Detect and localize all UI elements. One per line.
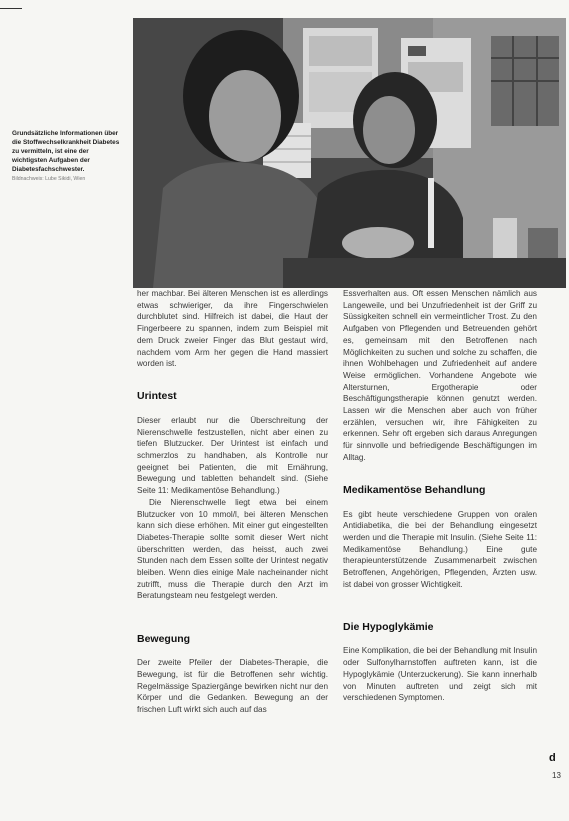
paragraph: Es gibt heute verschiedene Gruppen von oralen Antidiabetika, die bei der Behandlung eingesetzt werden und die Therapie mit Insulin. (Siehe Seite 11: Medikamentöse Behandlung.) Eine gute therapieunterstützende Zusammenarbeit zwischen Betroffenen, Angehörigen, Pflegenden, Ärzten usw. ist dabei von grosser Wichtigkeit.	[343, 509, 537, 589]
section-letter: d	[549, 752, 556, 764]
photo-caption	[12, 130, 120, 183]
paragraph: Dieser erlaubt nur die Überschreitung der Nierenschwelle festzustellen, nicht aber einen zu tiefen Blutzucker. Der Urintest ist einfach und schmerzlos zu handhaben, als Kontrolle nur geeignet bei Patienten, die mit Ernährung, Bewegung und tabletten behandelt sind. (Siehe Seite 11: Medikamentöse Behandlung.)	[137, 415, 328, 496]
left-column	[137, 288, 328, 716]
right-column	[343, 288, 537, 704]
heading-bewegung: Bewegung	[137, 633, 191, 646]
photo-nurse-consultation	[133, 18, 566, 288]
paragraph: her machbar. Bei älteren Menschen ist es allerdings etwas schwieriger, da ihre Fingerschwielen durchblutet sind. Hilfreich ist dabei, die Haut der Fingerbeere zu spannen, indem zum Beispiel mit dem Druck zweier Finger das Blut gestaut wird, nachdem vom Arm her gegen die Hand massiert worden ist.	[137, 289, 328, 369]
paragraph: Eine Komplikation, die bei der Behandlung mit Insulin oder Sulfonylharnstoffen auftreten kann, ist die Hypoglykämie (Unterzuckerung). Sie kann innerhalb von Minuten auftreten und zeigt sich mit verschiedenen Symptomen.	[343, 646, 537, 703]
paragraph: Der zweite Pfeiler der Diabetes-Therapie, die Bewegung, ist für die Betroffenen sehr wichtig. Regelmässige Spaziergänge bewirken nicht nur den Körper und die Gedanken. Bewegung an der frischen Luft wirkt sich auch auf das	[137, 658, 328, 714]
heading-medikamentoese-behandlung: Medikamentöse Behandlung	[343, 483, 486, 496]
caption-text: Grundsätzliche Informationen über die Stoffwechselkrankheit Diabetes zu vermitteln, ist eine der wichtigsten Aufgaben der Diabetesfachschwester.	[12, 130, 120, 173]
paragraph: Die Nierenschwelle liegt etwa bei einem Blutzucker von 10 mmol/l, bei älteren Menschen kann sich diese erhöhen. Mit einer gut eingestellten Diabetes-Therapie sollte somit dieser Wert nicht überschritten werden, das heisst, auch zwei Stunden nach dem Essen sollte der Urintest negativ bleiben. Wenn dies einige Male nacheinander nicht zutrifft, muss die Therapie durch den Arzt im Beratungsteam neu festgelegt werden.	[137, 497, 328, 601]
heading-hypoglykaemie: Die Hypoglykämie	[343, 621, 434, 634]
photo-illustration	[133, 18, 566, 288]
photo-credit: Bildnachweis: Lube Sikidi, Wien	[12, 175, 86, 182]
top-rule	[0, 8, 22, 9]
paragraph: Essverhalten aus. Oft essen Menschen nämlich aus Langeweile, und bei Unzufriedenheit ist der Griff zu Süssigkeiten schnell ein vermeintlicher Trost. Zu den Aufgaben von Pflegenden und Betreuenden gehört es, gemeinsam mit den Betroffenen nach Möglichkeiten zu suchen und solche zu schaffen, die ihnen Wohlbehagen und Zufriedenheit auf andere Weise ermöglichen. Vorhandene Angebote wie Altersturnen, Ergotherapie oder Beschäftigungstherapie können genutzt werden. Lassen wir die Menschen aber auch von früher erzählen, versuchen wir, ihre Fähigkeiten zu erkennen. Sehr oft ergeben sich daraus Anregungen für sinnvolle und befriedigende Beschäftigungen im Alltag.	[343, 289, 537, 462]
heading-urintest: Urintest	[137, 389, 177, 402]
page-number: 13	[552, 771, 561, 780]
